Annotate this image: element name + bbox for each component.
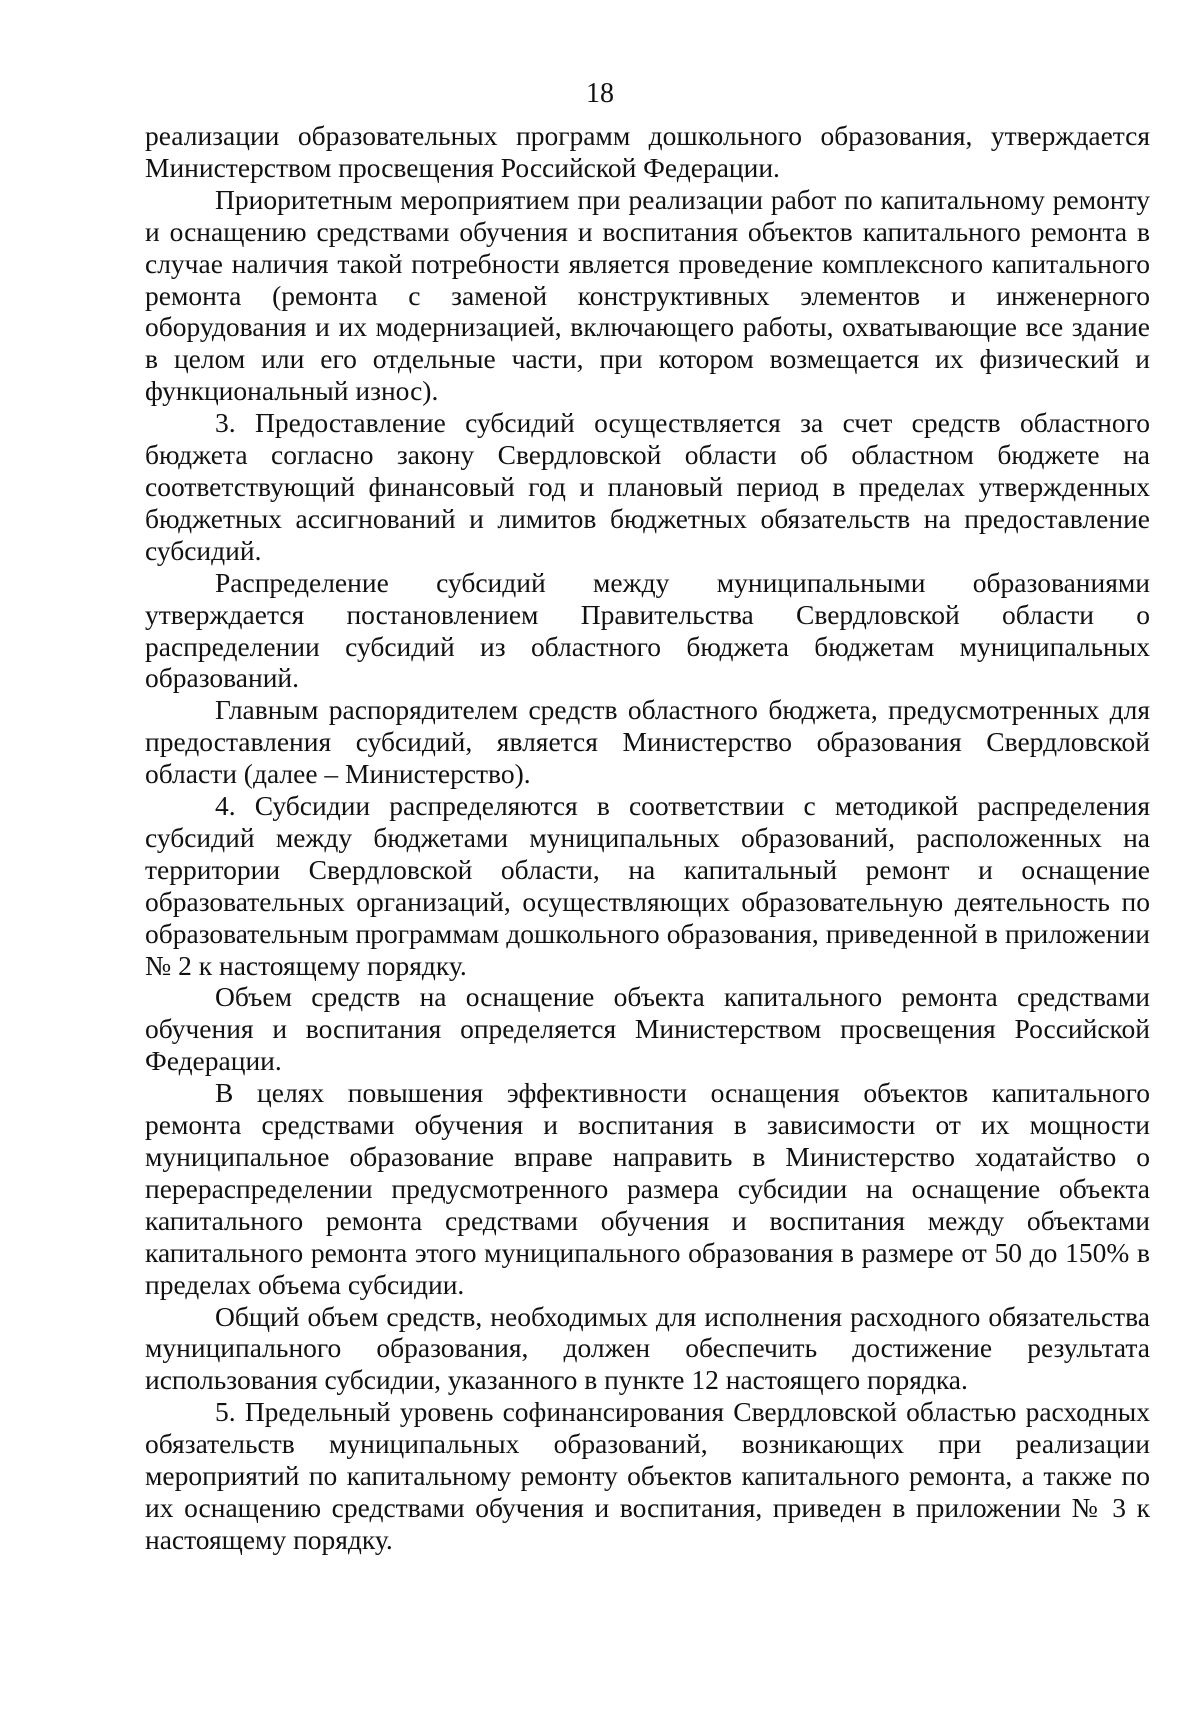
paragraph-item-3: 3. Предоставление субсидий осуществляется за счет средств областного бюджета согласно закону Свердловской области об областном бюджете на соответствующий финансовый год и плановый период в пределах утвержденных бюджетных ассигнований и лимитов бюджетных обязательств на предоставление субсидий. [145,407,1150,566]
document-body [145,120,1150,1556]
paragraph-main-manager: Главным распорядителем средств областного бюджета, предусмотренных для предоставления субсидий, является Министерство образования Свердловской области (далее – Министерство). [145,694,1150,790]
paragraph-priority-measure: Приоритетным мероприятием при реализации работ по капитальному ремонту и оснащению средствами обучения и воспитания объектов капитального ремонта в случае наличия такой потребности является проведение комплексного капитального ремонта (ремонта с заменой конструктивных элементов и инженерного оборудования и их модернизацией, включающего работы, охватывающие все здание в целом или его отдельные части, при котором возмещается их физический и функциональный износ). [145,183,1150,407]
paragraph-total-volume: Общий объем средств, необходимых для исполнения расходного обязательства муниципального образования, должен обеспечить достижение результата использования субсидии, указанного в пункте 12 настоящего порядка. [145,1300,1150,1396]
paragraph-item-4: 4. Субсидии распределяются в соответствии с методикой распределения субсидий между бюджетами муниципальных образований, расположенных на территории Свердловской области, на капитальный ремонт и оснащение образовательных организаций, осуществляющих образовательную деятельность по образовательным программам дошкольного образования, приведенной в приложении № 2 к настоящему порядку. [145,790,1150,981]
paragraph-equipment-volume: Объем средств на оснащение объекта капитального ремонта средствами обучения и воспитания определяется Министерством просвещения Российской Федерации. [145,981,1150,1077]
paragraph-continuation: реализации образовательных программ дошкольного образования, утверждается Министерством просвещения Российской Федерации. [145,120,1150,183]
paragraph-distribution: Распределение субсидий между муниципальными образованиями утверждается постановлением Правительства Свердловской области о распределении субсидий из областного бюджета бюджетам муниципальных образований. [145,566,1150,694]
paragraph-efficiency: В целях повышения эффективности оснащения объектов капитального ремонта средствами обучения и воспитания в зависимости от их мощности муниципальное образование вправе направить в Министерство ходатайство о перераспределении предусмотренного размера субсидии на оснащение объекта капитального ремонта средствами обучения и воспитания между объектами капитального ремонта этого муниципального образования в размере от 50 до 150% в пределах объема субсидии. [145,1077,1150,1300]
paragraph-item-5: 5. Предельный уровень софинансирования Свердловской областью расходных обязательств муниципальных образований, возникающих при реализации мероприятий по капитальному ремонту объектов капитального ремонта, а также по их оснащению средствами обучения и воспитания, приведен в приложении № 3 к настоящему порядку. [145,1396,1150,1555]
page-number: 18 [586,78,614,109]
